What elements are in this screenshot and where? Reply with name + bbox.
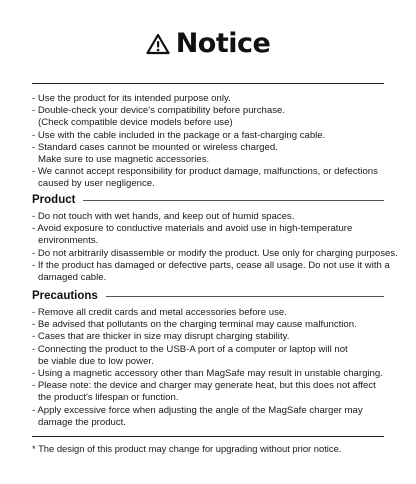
section-divider — [83, 200, 384, 201]
product-notice-list — [32, 211, 398, 284]
list-item: environments. — [38, 235, 99, 247]
list-item: - Avoid exposure to conductive materials and avoid use in high-temperature — [32, 223, 353, 235]
warning-triangle-icon — [146, 33, 170, 55]
section-label: Precautions — [32, 290, 98, 302]
list-item: damage the product. — [38, 416, 127, 428]
list-item: - Be advised that pollutants on the charging terminal may cause malfunction. — [32, 319, 357, 331]
list-item: - Apply excessive force when adjusting the angle of the MagSafe charger may — [32, 404, 363, 416]
list-item: - Cases that are thicker in size may disrupt charging stability. — [32, 331, 290, 343]
product-section-heading — [32, 193, 384, 207]
section-label: Product — [32, 194, 76, 206]
list-item: be viable due to low power. — [38, 355, 154, 367]
list-item: caused by user negligence. — [38, 178, 155, 190]
list-item: (Check compatible device models before use) — [38, 117, 233, 129]
list-item: the product's lifespan or function. — [38, 392, 179, 404]
list-item: - Use the product for its intended purpose only. — [32, 93, 231, 104]
page-title: Notice — [175, 28, 271, 59]
list-item: - Using a magnetic accessory other than MagSafe may result in unstable charging. — [32, 368, 383, 380]
general-notice-list — [32, 93, 392, 191]
precautions-section-heading — [32, 289, 384, 303]
list-item: - Double-check your device's compatibility before purchase. — [32, 105, 285, 117]
bottom-divider — [32, 436, 384, 437]
list-item: - We cannot accept responsibility for product damage, malfunctions, or defections — [32, 166, 378, 178]
section-divider — [106, 296, 384, 297]
list-item: - Please note: the device and charger may generate heat, but this does not affect — [32, 380, 376, 392]
list-item: damaged cable. — [38, 272, 107, 284]
list-item: Make sure to use magnetic accessories. — [38, 154, 210, 166]
list-item: - Do not arbitrarily disassemble or modify the product. Use only for charging purposes. — [32, 247, 398, 259]
list-item: - If the product has damaged or defective parts, cease all usage. Do not use it with a — [32, 259, 390, 271]
title-row — [0, 26, 416, 62]
list-item: - Connecting the product to the USB-A port of a computer or laptop will not — [32, 343, 348, 355]
precautions-notice-list — [32, 307, 392, 429]
footnote: * The design of this product may change for upgrading without prior notice. — [32, 443, 342, 454]
top-divider — [32, 83, 384, 84]
list-item: - Standard cases cannot be mounted or wireless charged. — [32, 141, 278, 153]
list-item: - Use with the cable included in the package or a fast-charging cable. — [32, 129, 326, 141]
list-item: - Do not touch with wet hands, and keep out of humid spaces. — [32, 211, 295, 222]
list-item: - Remove all credit cards and metal accessories before use. — [32, 307, 287, 318]
